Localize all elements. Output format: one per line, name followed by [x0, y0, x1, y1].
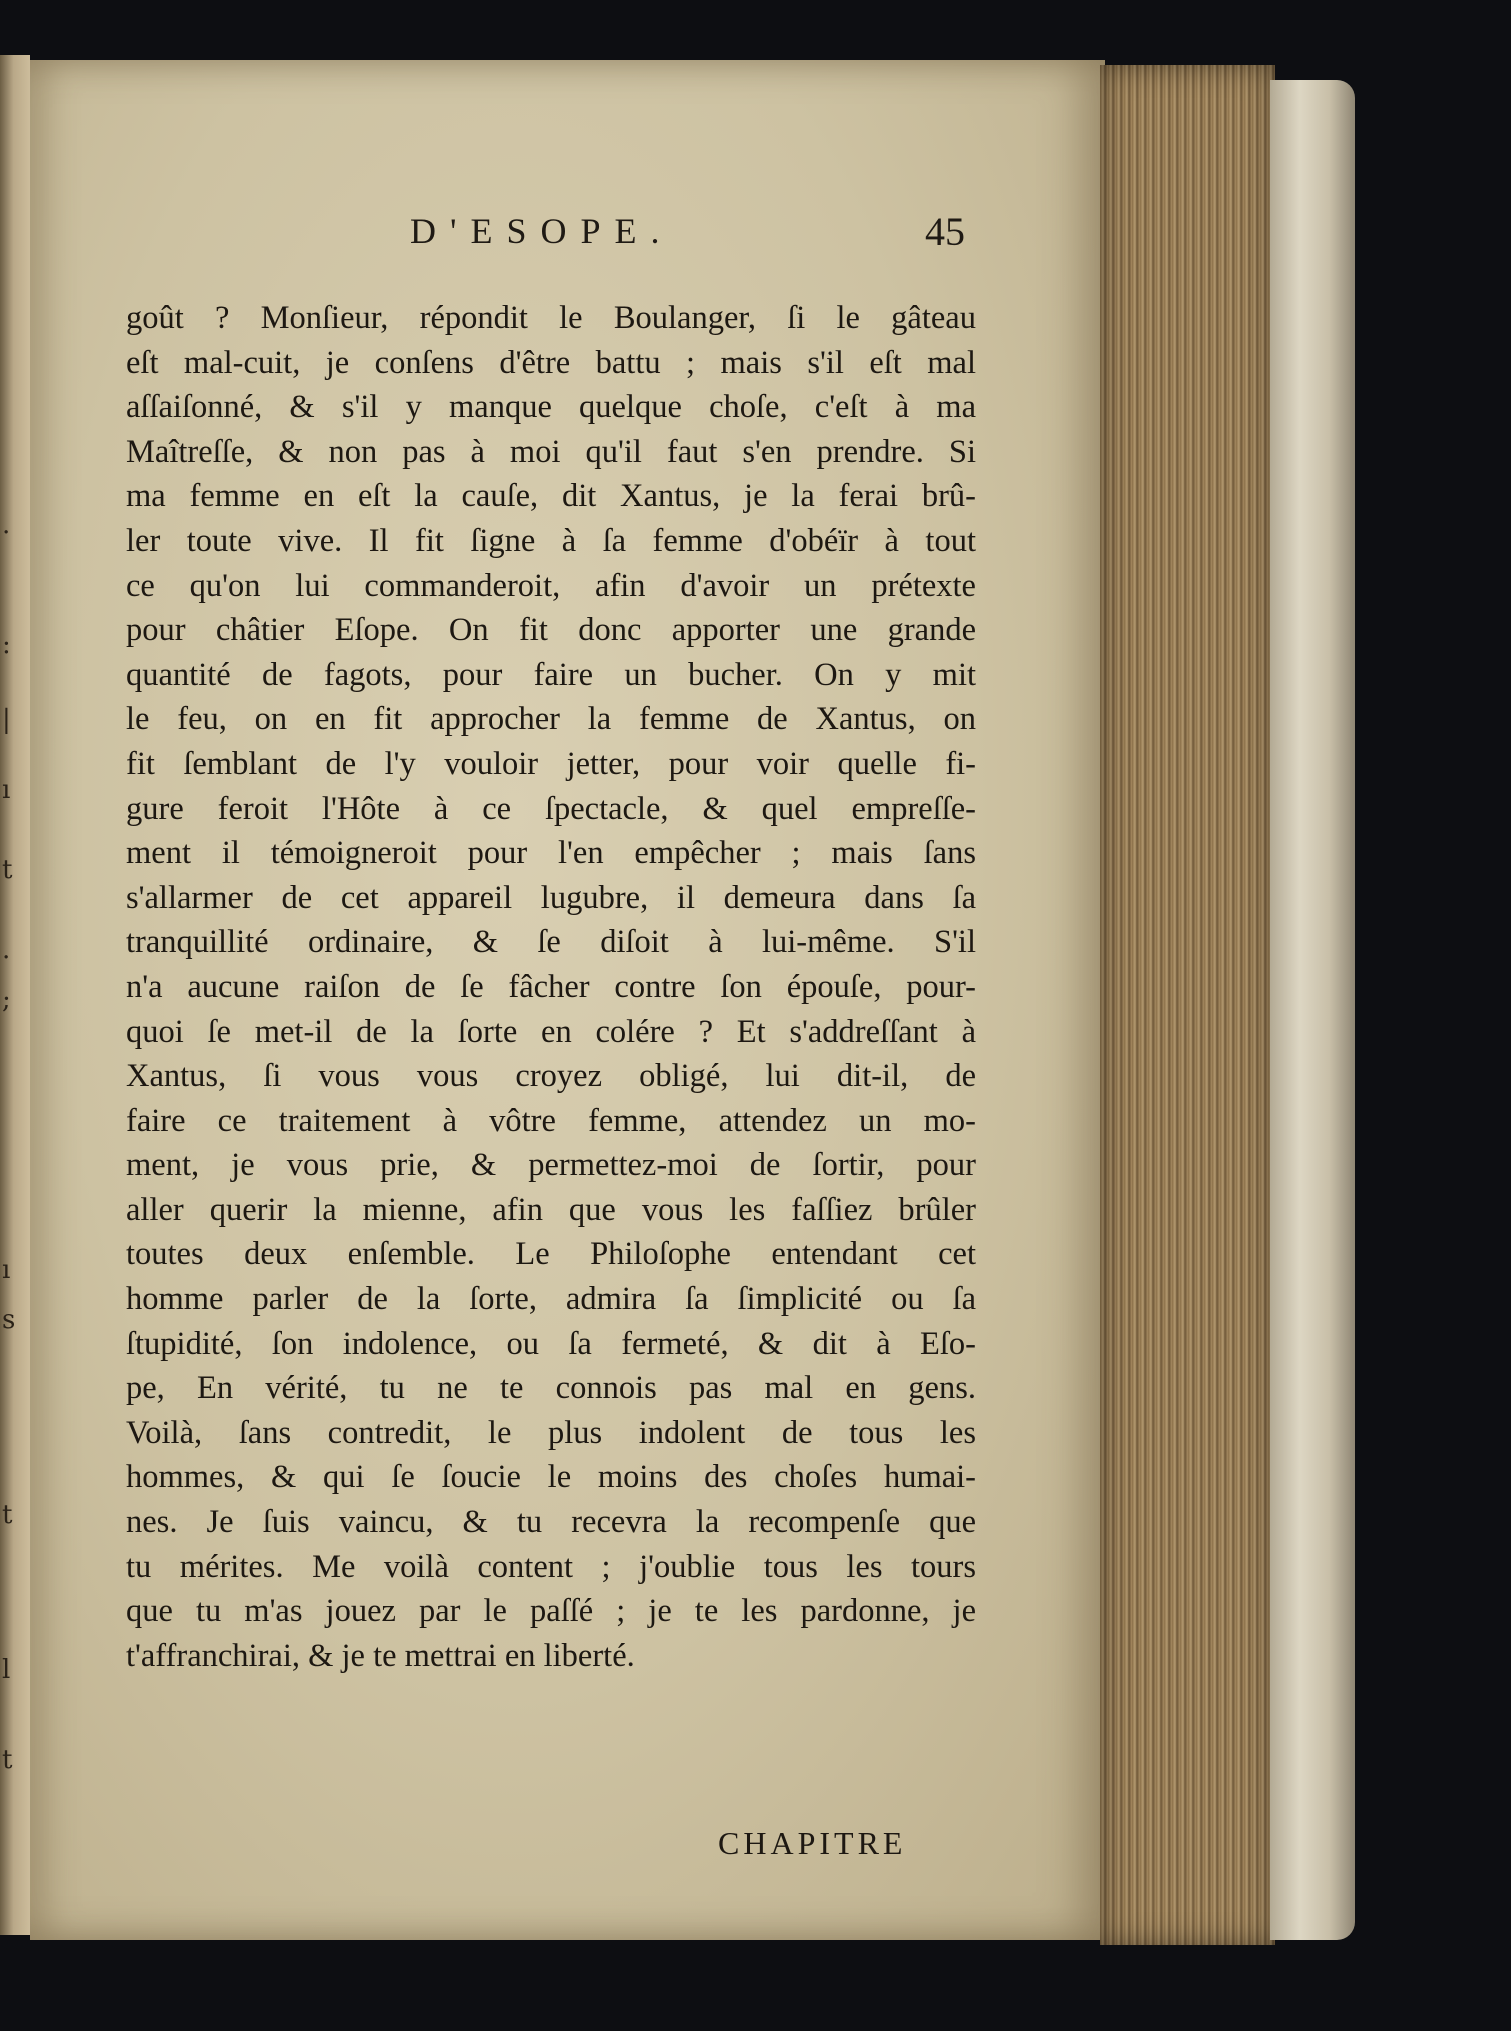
text-line: quoi ſe met-il de la ſorte en colére ? Et s'addreſſant à — [126, 1013, 976, 1050]
text-line: gure feroit l'Hôte à ce ſpectacle, & quel empreſſe- — [126, 790, 976, 827]
left-page-fragment: ı — [2, 775, 11, 805]
text-line: le feu, on en fit approcher la femme de Xantus, on — [126, 701, 976, 738]
body-text — [126, 296, 976, 1678]
text-line: ce qu'on lui commanderoit, afin d'avoir un prétexte — [126, 567, 976, 604]
text-line: homme parler de la ſorte, admira ſa ſimplicité ou ſa — [126, 1281, 976, 1318]
text-line: ma femme en eſt la cauſe, dit Xantus, je la ferai brû- — [126, 478, 976, 515]
left-page-edge — [0, 55, 30, 1935]
left-page-fragment: t — [2, 1745, 13, 1775]
text-line: ſtupidité, ſon indolence, ou ſa fermeté, & dit à Eſo- — [126, 1325, 976, 1362]
text-line: n'a aucune raiſon de ſe fâcher contre ſon épouſe, pour- — [126, 968, 976, 1005]
text-line: ment, je vous prie, & permettez-moi de ſortir, pour — [126, 1147, 976, 1184]
running-head: D'ESOPE. — [410, 211, 674, 251]
left-page-fragment: t — [2, 855, 13, 885]
text-line: aller querir la mienne, afin que vous les faſſiez brûler — [126, 1191, 976, 1228]
left-page-fragment: l — [2, 1655, 11, 1685]
text-line: Maîtreſſe, & non pas à moi qu'il faut s'en prendre. Si — [126, 433, 976, 470]
left-page-fragment: . — [2, 510, 11, 540]
text-line: hommes, & qui ſe ſoucie le moins des choſes humai- — [126, 1459, 976, 1496]
text-line: eſt mal-cuit, je conſens d'être battu ; mais s'il eſt mal — [126, 344, 976, 381]
text-line: Voilà, ſans contredit, le plus indolent de tous les — [126, 1414, 976, 1451]
left-page-fragment: ; — [2, 985, 11, 1015]
catchword: CHAPITRE — [718, 1825, 907, 1861]
text-line: quantité de fagots, pour faire un bucher. On y mit — [126, 656, 976, 693]
left-page-fragment: ı — [2, 1255, 11, 1285]
text-line: pour châtier Eſope. On fit donc apporter une grande — [126, 612, 976, 649]
left-page-fragment: . — [2, 935, 11, 965]
text-line: faire ce traitement à vôtre femme, attendez un mo- — [126, 1102, 976, 1139]
page-number: 45 — [925, 209, 965, 254]
text-line: fit ſemblant de l'y vouloir jetter, pour voir quelle fi- — [126, 745, 976, 782]
left-page-fragment: s — [2, 1305, 16, 1335]
book-page — [30, 60, 1105, 1940]
text-line: ler toute vive. Il fit ſigne à ſa femme d'obéïr à tout — [126, 522, 976, 559]
text-line: tranquillité ordinaire, & ſe diſoit à lui-même. S'il — [126, 924, 976, 961]
text-line: Xantus, ſi vous vous croyez obligé, lui dit-il, de — [126, 1058, 976, 1095]
text-line: s'allarmer de cet appareil lugubre, il demeura dans ſa — [126, 879, 976, 916]
text-line: que tu m'as jouez par le paſſé ; je te les pardonne, je — [126, 1593, 976, 1630]
text-line: t'affranchirai, & je te mettrai en liberté. — [126, 1637, 635, 1674]
text-line: goût ? Monſieur, répondit le Boulanger, ſi le gâteau — [126, 300, 976, 336]
left-page-fragment: | — [2, 705, 11, 735]
text-line: pe, En vérité, tu ne te connois pas mal en gens. — [126, 1370, 976, 1407]
text-line: toutes deux enſemble. Le Philoſophe entendant cet — [126, 1236, 976, 1273]
text-line: tu mérites. Me voilà content ; j'oublie tous les tours — [126, 1548, 976, 1585]
text-line: ment il témoigneroit pour l'en empêcher ; mais ſans — [126, 835, 976, 872]
page-edges — [1100, 65, 1275, 1945]
vellum-cover — [1270, 80, 1355, 1940]
left-page-fragment: : — [2, 630, 11, 660]
text-line: nes. Je ſuis vaincu, & tu recevra la recompenſe que — [126, 1504, 976, 1541]
left-page-fragment: t — [2, 1500, 13, 1530]
text-line: aſſaiſonné, & s'il y manque quelque choſe, c'eſt à ma — [126, 389, 976, 426]
